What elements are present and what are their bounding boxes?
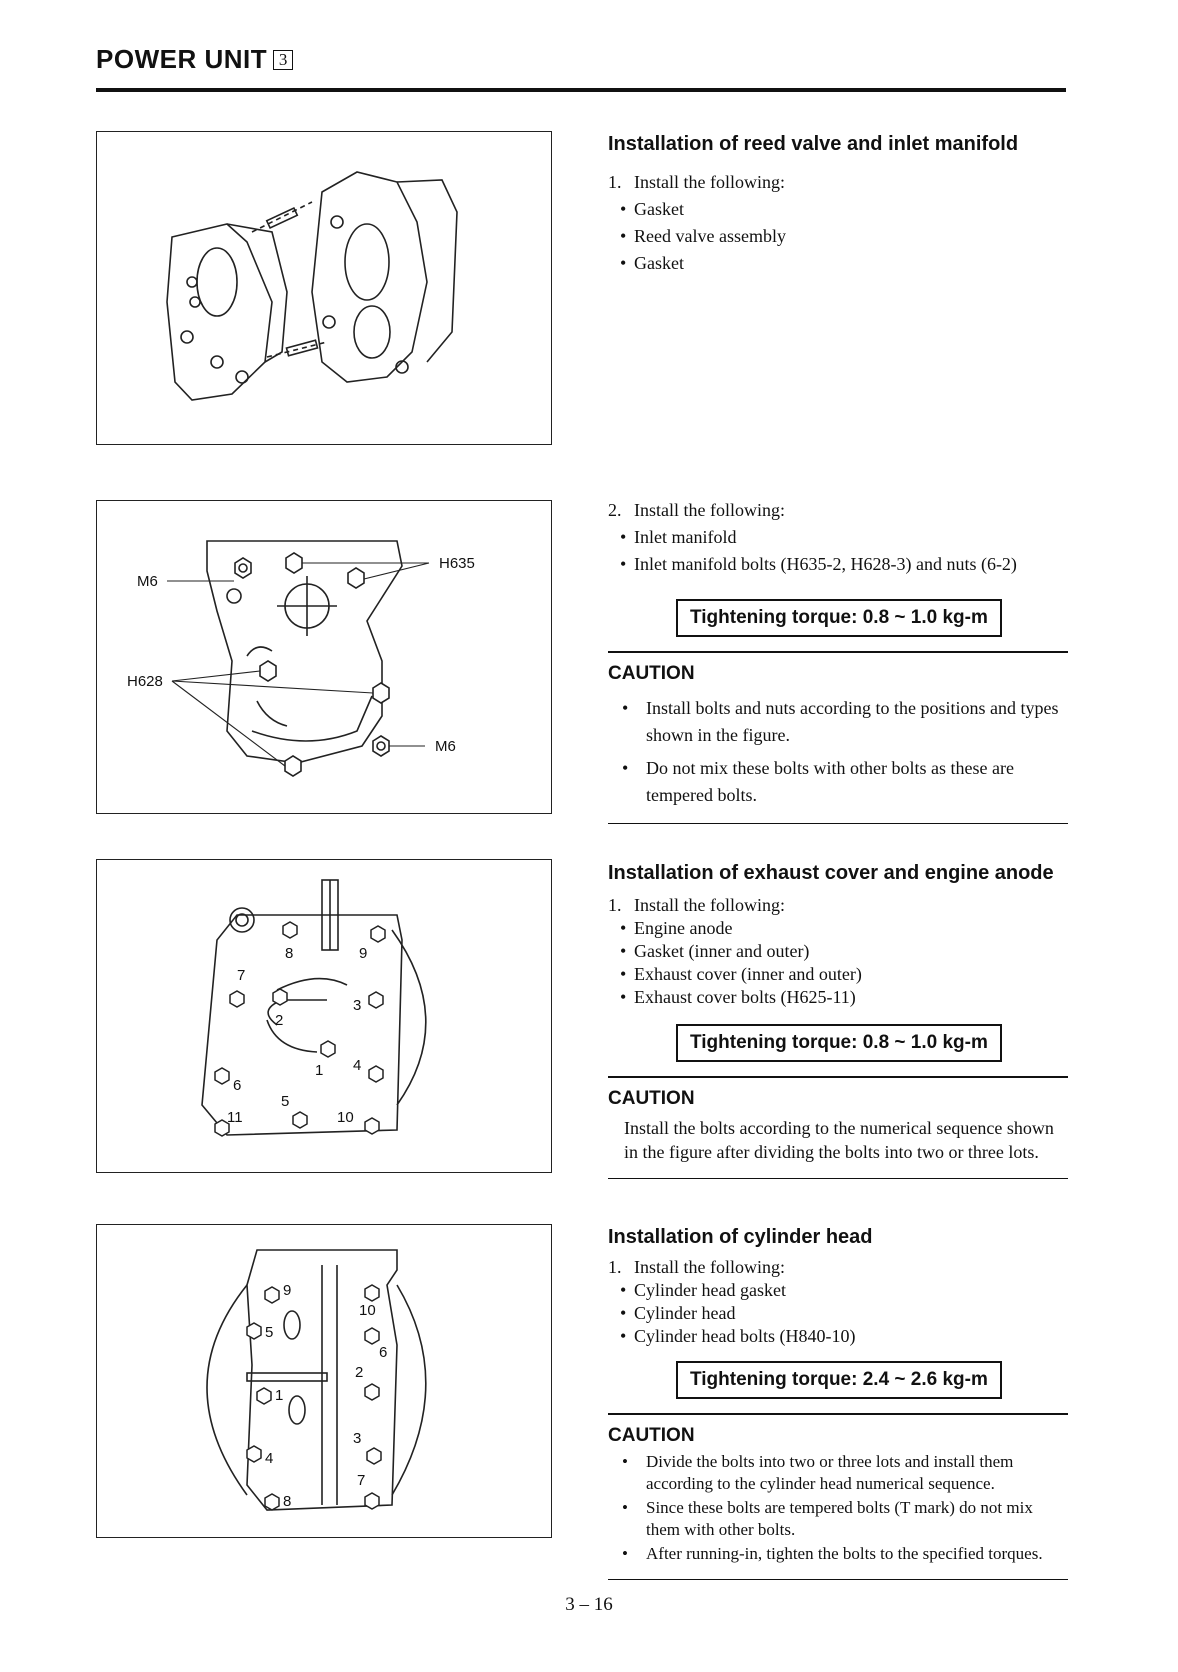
bolt-label-7: 7 [237,967,246,984]
head-bolt-label-6: 6 [379,1344,388,1361]
label-h628: H628 [127,673,163,690]
section-reed-valve [608,133,1068,280]
inlet-manifold-drawing [97,501,551,813]
reed-step-2: 2. Install the following: [608,500,785,520]
bolt-label-10: 10 [337,1109,354,1126]
figure-exhaust-cover [96,859,552,1173]
list-item: • Engine anode [620,918,733,938]
reed-step-1: 1. Install the following: [608,172,785,192]
list-item: • Gasket [620,253,684,273]
bolt-label-11: 11 [227,1109,243,1126]
bolt-label-5: 5 [281,1093,290,1110]
list-item: • Gasket (inner and outer) [620,941,810,961]
list-item: • Cylinder head [620,1303,736,1323]
figure-cylinder-head [96,1224,552,1538]
head-bolt-label-7: 7 [357,1472,366,1489]
caution-rule-top [608,1076,1068,1078]
list-item: • Cylinder head gasket [620,1280,786,1300]
list-item: • Cylinder head bolts (H840-10) [620,1326,856,1346]
caution-item: • Install bolts and nuts according to the positions and types shown in the figure. [622,697,1059,745]
cylinder-head-drawing [97,1225,551,1537]
exhaust-cover-drawing [97,860,551,1172]
caution-item: • Since these bolts are tempered bolts (T mark) do not mix them with other bolts. [622,1497,1033,1539]
label-h635: H635 [439,555,475,572]
head-bolt-label-3: 3 [353,1430,362,1447]
bolt-label-4: 4 [353,1057,362,1074]
page-title: POWER UNIT [96,44,268,74]
caution-rule-bottom [608,1579,1068,1581]
section-title-cylinder: Installation of cylinder head [608,1226,873,1248]
caution-rule-top [608,1413,1068,1415]
head-bolt-label-2: 2 [355,1364,364,1381]
section-title-reed: Installation of reed valve and inlet manifold [608,133,1019,155]
reed-valve-drawing [97,132,551,444]
head-bolt-label-10: 10 [359,1302,376,1319]
page-number: 3 – 16 [565,1594,613,1615]
figure-inlet-manifold [96,500,552,814]
cylinder-step-1: 1. Install the following: [608,1257,785,1277]
list-item: • Exhaust cover bolts (H625-11) [620,987,856,1007]
caution-item: • Do not mix these bolts with other bolts as these are tempered bolts. [622,757,1014,805]
caution-item: • After running-in, tighten the bolts to the specified torques. [622,1543,1043,1563]
section-exhaust-cover [608,862,1068,1189]
list-item: • Reed valve assembly [620,226,786,246]
head-bolt-label-5: 5 [265,1324,274,1341]
list-item: • Inlet manifold bolts (H635-2, H628-3) and nuts (6-2) [620,554,1017,574]
list-item: • Exhaust cover (inner and outer) [620,964,862,984]
caution-rule-bottom [608,1178,1068,1180]
section-title-exhaust: Installation of exhaust cover and engine anode [608,862,1054,884]
bolt-label-1: 1 [315,1062,324,1079]
list-item: • Gasket [620,199,684,219]
torque-box-cylinder: Tightening torque: 2.4 ~ 2.6 kg-m [676,1361,1002,1399]
head-bolt-label-8: 8 [283,1493,292,1510]
torque-box-exhaust: Tightening torque: 0.8 ~ 1.0 kg-m [676,1024,1002,1062]
bolt-label-3: 3 [353,997,362,1014]
header-rule [96,88,1066,92]
bolt-label-9: 9 [359,945,368,962]
head-bolt-label-4: 4 [265,1450,274,1467]
caution-rule-bottom [608,823,1068,825]
torque-box-manifold: Tightening torque: 0.8 ~ 1.0 kg-m [676,599,1002,637]
section-cylinder-head [608,1226,1068,1590]
label-m6-top: M6 [137,573,158,590]
list-item: • Inlet manifold [620,527,737,547]
page-header [96,44,1066,75]
exhaust-step-1: 1. Install the following: [608,895,785,915]
bolt-label-6: 6 [233,1077,242,1094]
caution-heading: CAUTION [608,1087,695,1109]
caution-heading: CAUTION [608,662,695,684]
caution-text: Install the bolts according to the numerical sequence shown in the figure after dividing the bolts into two or three lots. [624,1117,1054,1162]
bolt-label-8: 8 [285,945,294,962]
head-bolt-label-1: 1 [275,1387,284,1404]
caution-item: • Divide the bolts into two or three lots and install them according to the cylinder head numerical sequence. [622,1451,1014,1493]
head-bolt-label-9: 9 [283,1282,292,1299]
figure-reed-valve [96,131,552,445]
bolt-label-2: 2 [275,1012,284,1029]
section-inlet-manifold [608,500,1068,834]
label-m6-bottom: M6 [435,738,456,755]
chapter-box: 3 [273,50,293,70]
caution-heading: CAUTION [608,1424,695,1446]
caution-rule-top [608,651,1068,653]
